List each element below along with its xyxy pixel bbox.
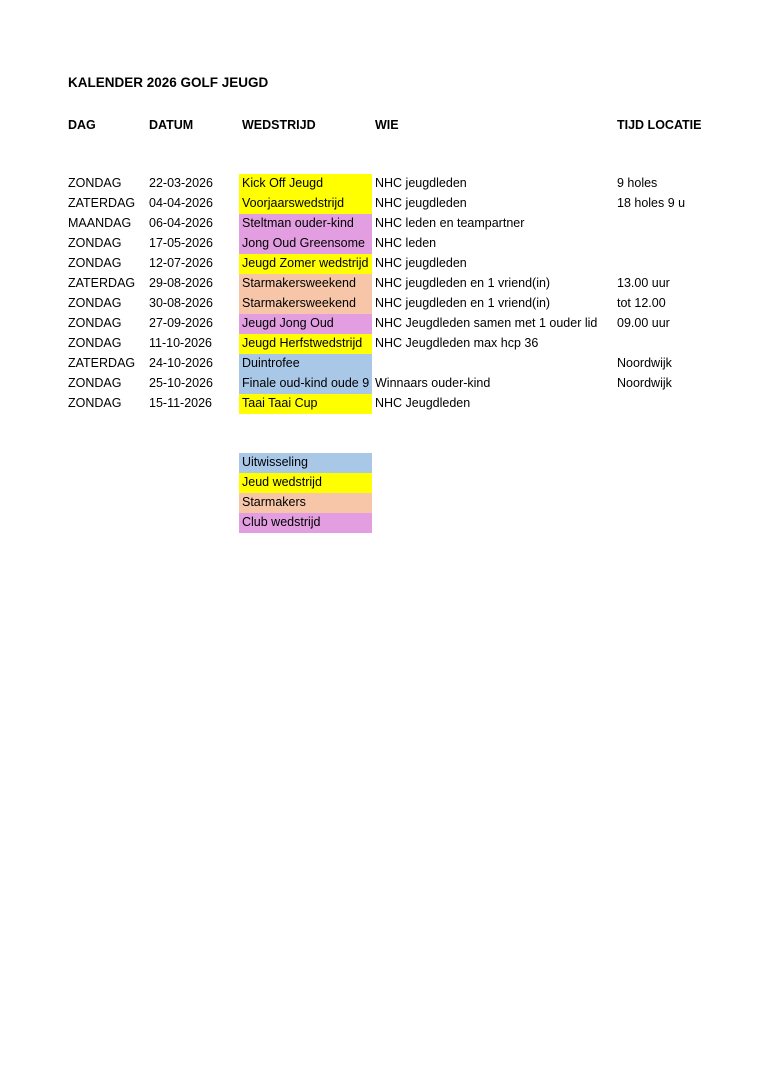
cell-datum: 22-03-2026 bbox=[149, 176, 213, 190]
cell-wedstrijd: Jong Oud Greensome bbox=[239, 234, 372, 254]
cell-wedstrijd: Taai Taai Cup bbox=[239, 394, 372, 414]
cell-dag: ZONDAG bbox=[68, 176, 122, 190]
cell-wedstrijd: Kick Off Jeugd bbox=[239, 174, 372, 194]
table-row bbox=[0, 294, 768, 314]
cell-datum: 24-10-2026 bbox=[149, 356, 213, 370]
cell-tijd-locatie: tot 12.00 bbox=[617, 296, 666, 310]
header-dag: DAG bbox=[68, 118, 96, 132]
cell-tijd-locatie: Noordwijk bbox=[617, 376, 672, 390]
cell-dag: ZONDAG bbox=[68, 396, 122, 410]
table-row bbox=[0, 374, 768, 394]
cell-datum: 12-07-2026 bbox=[149, 256, 213, 270]
table-row bbox=[0, 334, 768, 354]
cell-wie: NHC jeugdleden bbox=[375, 196, 467, 210]
cell-wie: NHC jeugdleden bbox=[375, 176, 467, 190]
table-row bbox=[0, 354, 768, 374]
cell-wie: NHC leden bbox=[375, 236, 437, 250]
cell-datum: 29-08-2026 bbox=[149, 276, 213, 290]
cell-datum: 11-10-2026 bbox=[149, 336, 213, 350]
table-row bbox=[0, 174, 768, 194]
cell-tijd-locatie bbox=[617, 214, 717, 234]
cell-tijd-locatie bbox=[617, 334, 717, 354]
cell-wie: NHC jeugdleden en 1 vriend(in) bbox=[375, 296, 551, 310]
cell-datum: 04-04-2026 bbox=[149, 196, 213, 210]
cell-dag: ZONDAG bbox=[68, 256, 122, 270]
cell-dag: ZONDAG bbox=[68, 336, 122, 350]
cell-wedstrijd: Duintrofee bbox=[239, 354, 372, 374]
legend-item: Starmakers bbox=[239, 493, 372, 513]
cell-datum: 06-04-2026 bbox=[149, 216, 213, 230]
table-row bbox=[0, 314, 768, 334]
table-row bbox=[0, 194, 768, 214]
page-title: KALENDER 2026 GOLF JEUGD bbox=[68, 75, 269, 90]
header-wedstrijd: WEDSTRIJD bbox=[242, 118, 316, 132]
cell-wedstrijd: Starmakersweekend bbox=[239, 294, 372, 314]
cell-datum: 27-09-2026 bbox=[149, 316, 213, 330]
cell-dag: ZONDAG bbox=[68, 236, 122, 250]
cell-datum: 25-10-2026 bbox=[149, 376, 213, 390]
cell-dag: ZATERDAG bbox=[68, 276, 136, 290]
cell-dag: MAANDAG bbox=[68, 216, 132, 230]
cell-dag: ZONDAG bbox=[68, 296, 122, 310]
cell-dag: ZONDAG bbox=[68, 316, 122, 330]
legend-item: Uitwisseling bbox=[239, 453, 372, 473]
cell-wie: NHC Jeugdleden bbox=[375, 396, 471, 410]
cell-wie: Winnaars ouder-kind bbox=[375, 376, 491, 390]
cell-tijd-locatie bbox=[617, 234, 717, 254]
cell-wie: NHC Jeugdleden max hcp 36 bbox=[375, 336, 539, 350]
table-row bbox=[0, 254, 768, 274]
cell-wedstrijd: Voorjaarswedstrijd bbox=[239, 194, 372, 214]
cell-wie: NHC leden en teampartner bbox=[375, 216, 525, 230]
cell-datum: 17-05-2026 bbox=[149, 236, 213, 250]
cell-dag: ZATERDAG bbox=[68, 356, 136, 370]
cell-wie: NHC jeugdleden bbox=[375, 256, 467, 270]
cell-tijd-locatie: 18 holes 9 u bbox=[617, 196, 686, 210]
cell-wedstrijd: Starmakersweekend bbox=[239, 274, 372, 294]
cell-wedstrijd: Finale oud-kind oude 9 bbox=[239, 374, 372, 394]
cell-wie: NHC Jeugdleden samen met 1 ouder lid bbox=[375, 316, 598, 330]
cell-wedstrijd: Jeugd Herfstwedstrijd bbox=[239, 334, 372, 354]
legend-item: Club wedstrijd bbox=[239, 513, 372, 533]
table-row bbox=[0, 234, 768, 254]
cell-tijd-locatie: 09.00 uur bbox=[617, 316, 670, 330]
cell-dag: ZATERDAG bbox=[68, 196, 136, 210]
header-wie: WIE bbox=[375, 118, 399, 132]
cell-datum: 30-08-2026 bbox=[149, 296, 213, 310]
cell-dag: ZONDAG bbox=[68, 376, 122, 390]
cell-tijd-locatie: 9 holes bbox=[617, 176, 658, 190]
header-tijd-locatie: TIJD LOCATIE bbox=[617, 118, 702, 132]
table-row bbox=[0, 214, 768, 234]
cell-datum: 15-11-2026 bbox=[149, 396, 213, 410]
cell-tijd-locatie: 13.00 uur bbox=[617, 276, 670, 290]
cell-tijd-locatie bbox=[617, 394, 717, 414]
table-row bbox=[0, 394, 768, 414]
cell-wie bbox=[375, 354, 613, 374]
cell-wedstrijd: Steltman ouder-kind bbox=[239, 214, 372, 234]
cell-tijd-locatie bbox=[617, 254, 717, 274]
cell-wie: NHC jeugdleden en 1 vriend(in) bbox=[375, 276, 551, 290]
cell-wedstrijd: Jeugd Zomer wedstrijd bbox=[239, 254, 372, 274]
table-row bbox=[0, 274, 768, 294]
cell-wedstrijd: Jeugd Jong Oud bbox=[239, 314, 372, 334]
header-datum: DATUM bbox=[149, 118, 194, 132]
legend-item: Jeud wedstrijd bbox=[239, 473, 372, 493]
cell-tijd-locatie: Noordwijk bbox=[617, 356, 672, 370]
